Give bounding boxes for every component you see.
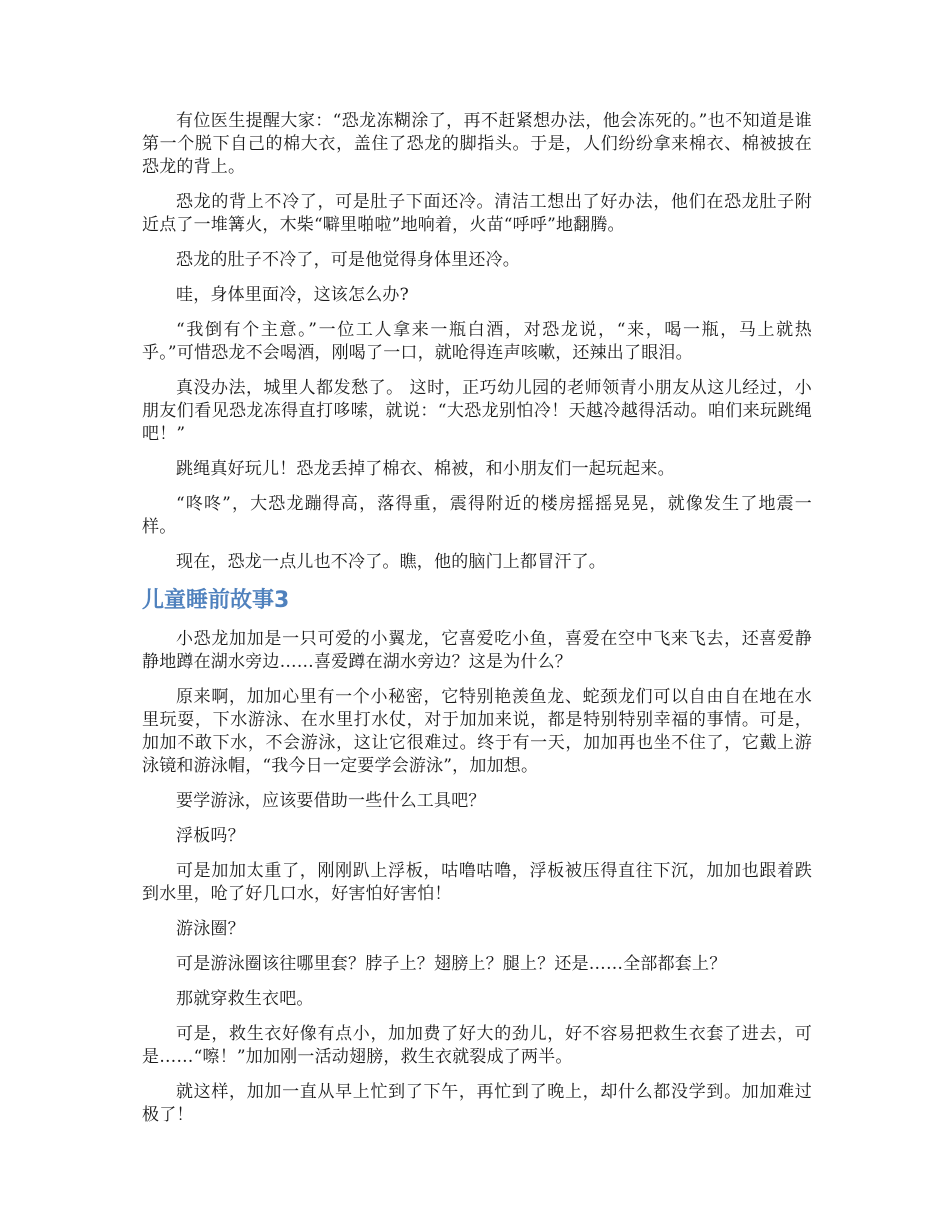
document-page [142,110,812,1139]
paragraph: 浮板吗？ [176,826,245,846]
paragraph: 游泳圈？ [176,919,245,939]
paragraph: 恐龙的肚子不冷了，可是他觉得身体里还冷。 [176,250,520,270]
paragraph: 可是游泳圈该往哪里套？脖子上？翅膀上？腿上？还是……全部都套上？ [176,954,727,974]
paragraph: 小恐龙加加是一只可爱的小翼龙，它喜爱吃小鱼，喜爱在空中飞来飞去，还喜爱静静地蹲在湖水旁边……喜爱蹲在湖水旁边？这是为什么？ [142,629,812,672]
paragraph: 跳绳真好玩儿！恐龙丢掉了棉衣、棉被，和小朋友们一起玩起来。 [176,459,675,479]
paragraph: 恐龙的背上不冷了，可是肚子下面还冷。清洁工想出了好办法，他们在恐龙肚子附近点了一堆篝火，木柴“噼里啪啦”地响着，火苗“呼呼”地翻腾。 [142,192,812,235]
paragraph: 哇，身体里面冷，这该怎么办? [176,285,409,305]
paragraph: “咚咚”，大恐龙蹦得高，落得重，震得附近的楼房摇摇晃晃，就像发生了地震一样。 [142,494,812,537]
paragraph: 现在，恐龙一点儿也不冷了。瞧，他的脑门上都冒汗了。 [176,552,606,572]
paragraph: “我倒有个主意。”一位工人拿来一瓶白酒，对恐龙说，“来，喝一瓶，马上就热乎。”可惜恐龙不会喝酒，刚喝了一口，就呛得连声咳嗽，还辣出了眼泪。 [142,320,812,363]
paragraph: 有位医生提醒大家：“恐龙冻糊涂了，再不赶紧想办法，他会冻死的。”也不知道是谁第一个脱下自己的棉大衣，盖住了恐龙的脚指头。于是，人们纷纷拿来棉衣、棉被披在恐龙的背上。 [142,111,812,177]
paragraph: 可是加加太重了，刚刚趴上浮板，咕噜咕噜，浮板被压得直往下沉，加加也跟着跌到水里，呛了好几口水，好害怕好害怕！ [142,861,812,904]
paragraph: 就这样，加加一直从早上忙到了下午，再忙到了晚上，却什么都没学到。加加难过极了！ [142,1082,812,1125]
paragraph: 那就穿救生衣吧。 [176,989,314,1009]
paragraph: 原来啊，加加心里有一个小秘密，它特别艳羡鱼龙、蛇颈龙们可以自由自在地在水里玩耍，下水游泳、在水里打水仗，对于加加来说，都是特别特别幸福的事情。可是，加加不敢下水，不会游泳，这让它很难过。终于有一天，加加再也坐不住了，它戴上游泳镜和游泳帽，“我今日一定要学会游泳”，加加想。 [142,687,812,776]
section-heading: 儿童睡前故事3 [142,588,290,613]
paragraph: 可是，救生衣好像有点小，加加费了好大的劲儿，好不容易把救生衣套了进去，可是……“嚓！”加加刚一活动翅膀，救生衣就裂成了两半。 [142,1024,812,1067]
paragraph: 真没办法，城里人都发愁了。 这时，正巧幼儿园的老师领青小朋友从这儿经过，小朋友们看见恐龙冻得直打哆嗦，就说：“大恐龙别怕冷！天越冷越得活动。咱们来玩跳绳吧！” [142,378,812,444]
paragraph: 要学游泳，应该要借助一些什么工具吧？ [176,791,486,811]
